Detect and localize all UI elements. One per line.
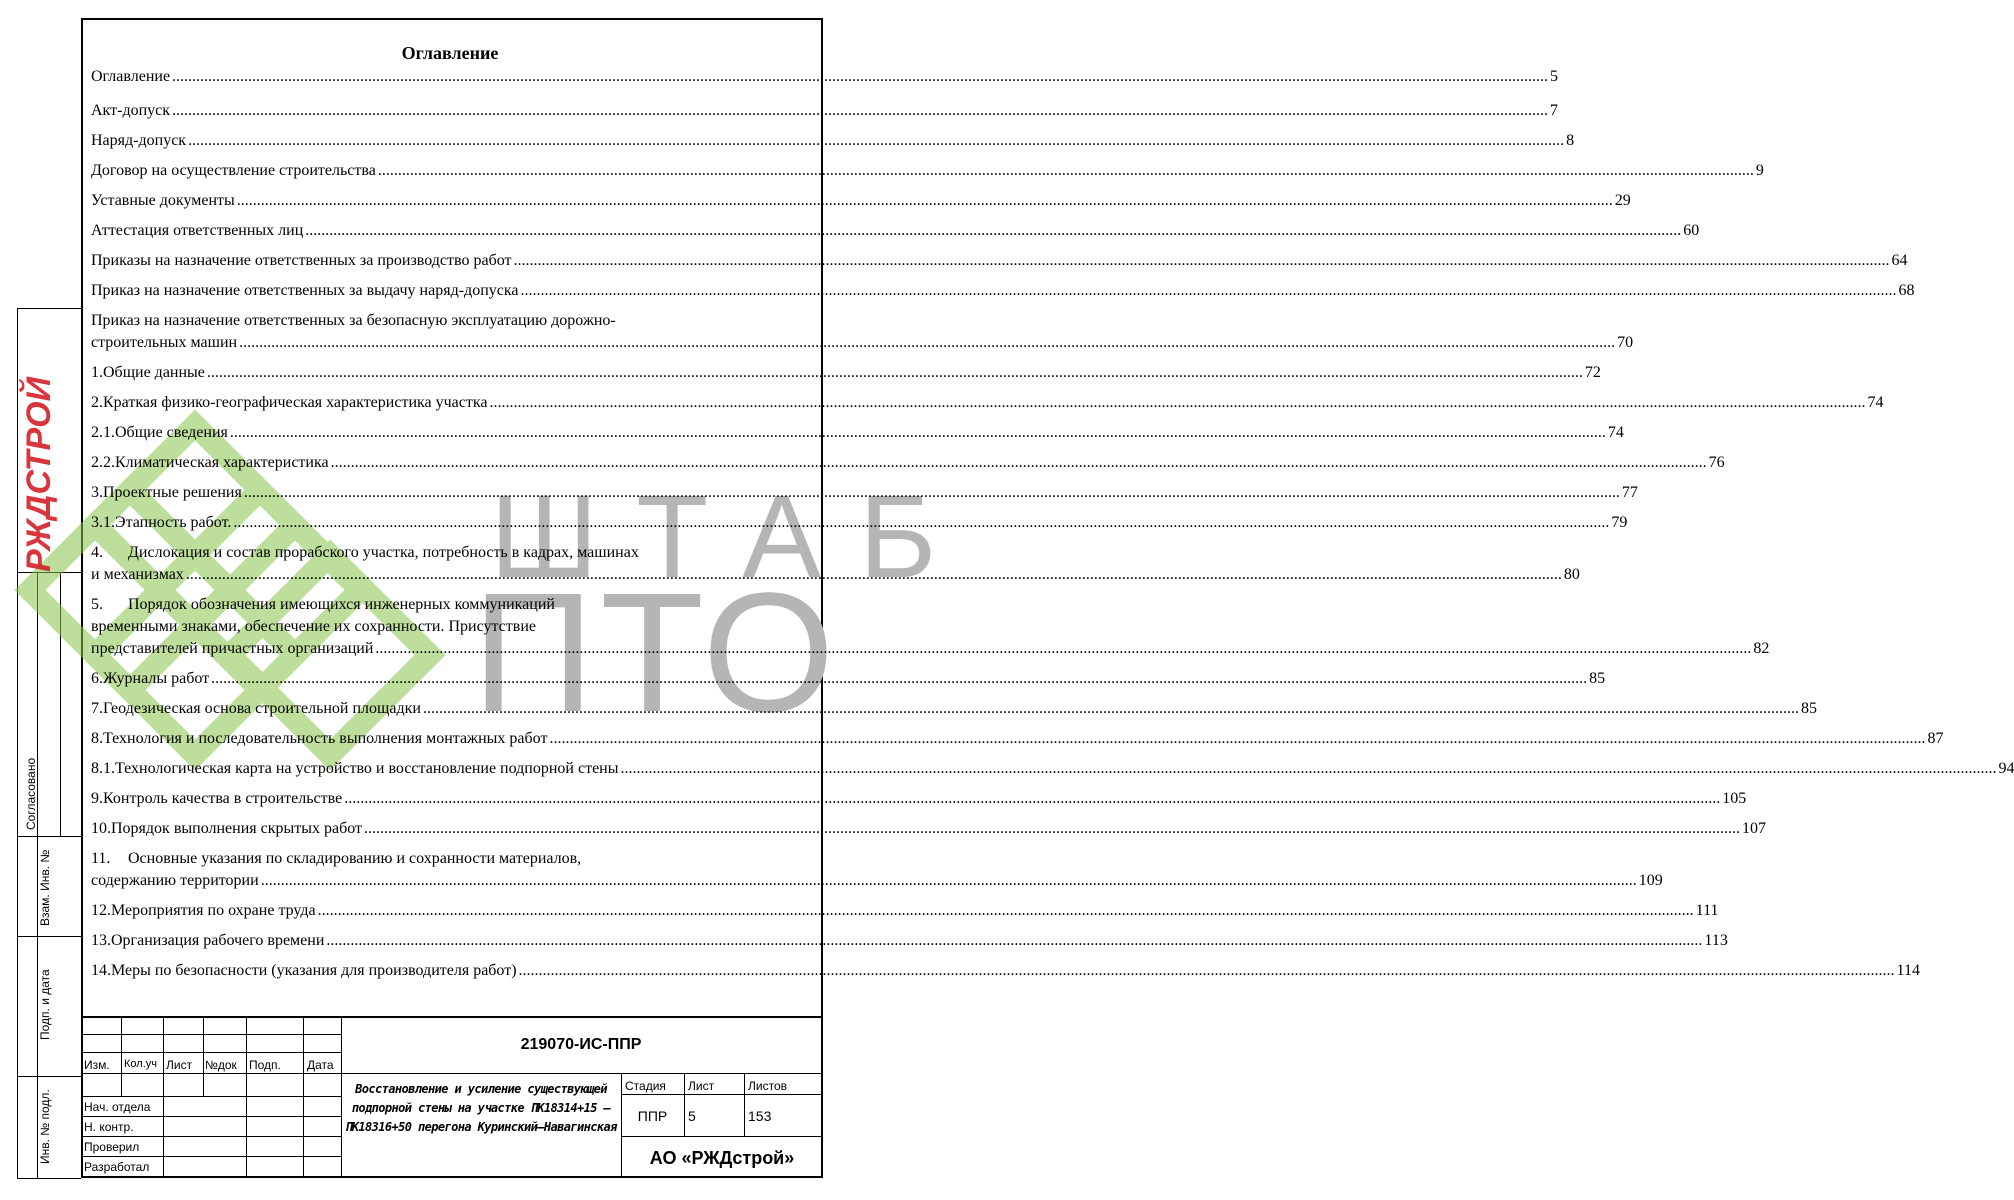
- toc-dot-leader: [423, 698, 1799, 720]
- toc-dot-leader: [513, 250, 1889, 272]
- toc-entry: [91, 814, 1767, 844]
- stamp-doc-code: 219070-ИС-ППР: [520, 1036, 642, 1053]
- toc-entry-title: Основные указания по складированию и сохранности материалов,: [128, 850, 582, 867]
- toc-entry-number: 12.: [91, 902, 111, 919]
- toc-entry-title: Геодезическая основа строительной площадки: [103, 700, 421, 717]
- stamp-hline-4: [81, 1096, 341, 1097]
- stamp-hline-6: [81, 1136, 341, 1137]
- toc-entry-page: 85: [1800, 700, 1817, 717]
- stamp-vline-1: [121, 1016, 122, 1096]
- toc-entry-title: Климатическая характеристика: [115, 454, 329, 471]
- stamp-hline-9: [621, 1136, 823, 1137]
- stamp-hline-3: [81, 1073, 823, 1074]
- toc-entry: [91, 418, 1624, 448]
- toc-dot-leader: [331, 452, 1707, 474]
- toc-entry-title-cont: временными знаками, обеспечение их сохранности. Присутствие: [91, 618, 536, 635]
- toc-entry-number: 13.: [91, 932, 111, 949]
- stamp-col-list: Лист: [166, 1058, 193, 1072]
- stamp-hline-2: [81, 1052, 341, 1053]
- stamp-company: АО «РЖДстрой»: [649, 1148, 795, 1168]
- toc-entry-page: 76: [1708, 454, 1725, 471]
- watermark-text-pto: ПТО: [472, 558, 841, 748]
- toc-entry-title: Аттестация ответственных лиц: [91, 222, 304, 239]
- sidebar-bottom-line: [17, 1178, 81, 1179]
- toc-entry-title: Приказы на назначение ответственных за производство работ: [91, 252, 512, 269]
- toc-entry-number: 2.1.: [91, 424, 115, 441]
- toc-entry-title-cont: представителей причастных организаций: [91, 640, 374, 657]
- toc-entry-page: 29: [1614, 192, 1631, 209]
- toc-dot-leader: [620, 758, 1996, 780]
- toc-entry-title: Технологическая карта на устройство и восстановление подпорной стены: [115, 760, 619, 777]
- toc-entry-title: Приказ на назначение ответственных за безопасную эксплуатацию дорожно-: [91, 312, 616, 329]
- stamp-vline-8: [684, 1073, 685, 1136]
- toc-entry-title: Приказ на назначение ответственных за выдачу наряд-допуска: [91, 282, 519, 299]
- stamp-vline-5: [303, 1016, 304, 1178]
- toc-dot-leader: [519, 960, 1895, 982]
- toc-entry-page: 79: [1611, 514, 1628, 531]
- toc-entry-title: Проектные решения: [103, 484, 242, 501]
- stamp-col-kol: Кол.уч: [124, 1058, 157, 1070]
- toc-entry-title: Порядок обозначения имеющихся инженерных коммуникаций: [128, 596, 555, 613]
- sidebar-line-c: [17, 936, 81, 937]
- toc-list: [91, 66, 2014, 986]
- stamp-role-checked: Проверил: [84, 1140, 140, 1154]
- toc-dot-leader: [364, 818, 1740, 840]
- toc-entry: [91, 508, 1628, 538]
- toc-entry-page: 113: [1704, 932, 1728, 949]
- toc-dot-leader: [237, 190, 1613, 212]
- toc-dot-leader: [520, 280, 1896, 302]
- toc-entry: [91, 276, 1915, 306]
- toc-entry-number: 7.: [91, 700, 103, 717]
- toc-entry-title: Договор на осуществление строительства: [91, 162, 376, 179]
- toc-entry-page: 109: [1638, 872, 1663, 889]
- toc-entry-number: 4.: [91, 544, 103, 561]
- toc-entry-number: 5.: [91, 596, 103, 613]
- toc-entry-title: Дислокация и состав прорабского участка, потребность в кадрах, машинах: [128, 544, 639, 561]
- toc-dot-leader: [261, 870, 1637, 892]
- toc-dot-leader: [233, 512, 1609, 534]
- toc-entry-title-cont: и механизмах: [91, 566, 184, 583]
- toc-entry: [91, 306, 1634, 358]
- toc-entry: [91, 896, 1719, 926]
- toc-entry: [91, 694, 1817, 724]
- toc-entry: [91, 784, 1747, 814]
- toc-entry: [91, 358, 1601, 388]
- toc-dot-leader: [326, 930, 1702, 952]
- toc-entry: [91, 66, 1559, 96]
- toc-entry: [91, 478, 1638, 508]
- toc-entry-page: 64: [1891, 252, 1908, 269]
- toc-entry-page: 70: [1617, 334, 1634, 351]
- toc-entry-title: Порядок выполнения скрытых работ: [111, 820, 363, 837]
- toc-entry-title: Оглавление: [91, 68, 171, 85]
- stamp-top-border: [81, 1016, 823, 1018]
- toc-dot-leader: [305, 220, 1681, 242]
- toc-dot-leader: [318, 900, 1694, 922]
- watermark-logo: РЖДСТРОЙ: [20, 376, 58, 572]
- toc-dot-leader: [378, 160, 1754, 182]
- toc-entry-title-cont: содержанию территории: [91, 872, 259, 889]
- sidebar-agreed-label: Согласовано: [24, 757, 38, 830]
- toc-entry-page: 9: [1755, 162, 1764, 179]
- sidebar-top-line: [17, 308, 81, 309]
- sidebar-sign-date-label: Подп. и дата: [38, 969, 52, 1040]
- toc-entry-page: 72: [1584, 364, 1601, 381]
- toc-entry-title: Технология и последовательность выполнения монтажных работ: [103, 730, 548, 747]
- stamp-sheets-label: Листов: [748, 1079, 787, 1093]
- toc-entry: [91, 538, 1580, 590]
- toc-entry: [91, 246, 1908, 276]
- watermark-text-shtab: ШТАБ: [490, 471, 975, 603]
- stamp-vline-4: [246, 1016, 247, 1178]
- toc-entry-page: 94: [1998, 760, 2014, 777]
- toc-dot-leader: [186, 564, 1562, 586]
- stamp-col-izm: Изм.: [84, 1058, 110, 1072]
- stamp-sheet-label: Лист: [688, 1079, 715, 1093]
- toc-entry-page: 107: [1742, 820, 1767, 837]
- toc-dot-leader: [172, 100, 1548, 122]
- toc-entry-title: Этапность работ.: [115, 514, 232, 531]
- stamp-hline-7: [81, 1156, 341, 1157]
- toc-entry-title: Контроль качества в строительстве: [103, 790, 343, 807]
- toc-dot-leader: [188, 130, 1564, 152]
- toc-entry: [91, 156, 1764, 186]
- stamp-sheet-value: 5: [688, 1108, 696, 1124]
- toc-entry-number: 1.: [91, 364, 103, 381]
- toc-entry-page: 105: [1722, 790, 1747, 807]
- toc-entry-title: Акт-допуск: [91, 102, 171, 119]
- toc-dot-leader: [211, 668, 1587, 690]
- stamp-hline-8: [621, 1094, 823, 1095]
- toc-entry-number: 2.: [91, 394, 103, 411]
- toc-entry-page: 114: [1896, 962, 1920, 979]
- stamp-col-ndok: №док: [205, 1058, 237, 1072]
- toc-entry: [91, 754, 2014, 784]
- toc-dot-leader: [239, 332, 1615, 354]
- toc-entry-title-cont: строительных машин: [91, 334, 238, 351]
- toc-entry-title: Мероприятия по охране труда: [111, 902, 316, 919]
- sidebar-line-d: [17, 1076, 81, 1077]
- stamp-hline-1: [81, 1034, 341, 1035]
- toc-entry: [91, 926, 1728, 956]
- toc-entry-title: Уставные документы: [91, 192, 235, 209]
- toc-entry: [91, 664, 1606, 694]
- toc-dot-leader: [207, 362, 1583, 384]
- toc-entry-number: 2.2.: [91, 454, 115, 471]
- toc-entry-title: Общие данные: [103, 364, 205, 381]
- toc-entry-number: 3.: [91, 484, 103, 501]
- stamp-vline-2: [163, 1016, 164, 1178]
- toc-entry-page: 8: [1566, 132, 1575, 149]
- toc-dot-leader: [375, 638, 1751, 660]
- stamp-vline-9: [744, 1073, 745, 1136]
- toc-entry-title: Краткая физико-географическая характеристика участка: [103, 394, 488, 411]
- toc-entry-title: Меры по безопасности (указания для производителя работ): [111, 962, 517, 979]
- toc-entry-page: 7: [1550, 102, 1559, 119]
- toc-entry-page: 82: [1753, 640, 1770, 657]
- stamp-description: Восстановление и усиление существующей подпорной стены на участке ПК18314+15 – ПК18316+50 перегона Куринский–Навагинская: [345, 1082, 617, 1134]
- toc-entry-number: 8.: [91, 730, 103, 747]
- sidebar-inv-swap-label: Взам. Инв. №: [38, 849, 52, 926]
- toc-entry-page: 74: [1607, 424, 1624, 441]
- toc-entry-number: 3.1.: [91, 514, 115, 531]
- stamp-hline-5: [81, 1116, 341, 1117]
- sidebar-line-b: [17, 836, 81, 837]
- stamp-stage-label: Стадия: [625, 1079, 666, 1093]
- toc-entry-title: Журналы работ: [103, 670, 210, 687]
- stamp-role-head: Нач. отдела: [84, 1100, 151, 1114]
- table-of-contents: [91, 40, 2014, 986]
- toc-entry: [91, 956, 1920, 986]
- toc-entry-page: 5: [1550, 68, 1559, 85]
- toc-entry-title: Наряд-допуск: [91, 132, 187, 149]
- toc-entry-number: 9.: [91, 790, 103, 807]
- toc-dot-leader: [549, 728, 1925, 750]
- toc-entry-title: Общие сведения: [115, 424, 228, 441]
- stamp-col-podp: Подп.: [249, 1058, 281, 1072]
- toc-entry-number: 10.: [91, 820, 111, 837]
- toc-entry: [91, 126, 1575, 156]
- toc-entry: [91, 844, 1663, 896]
- stamp-stage-value: ППР: [637, 1108, 668, 1124]
- toc-dot-leader: [490, 392, 1866, 414]
- toc-entry: [91, 388, 1884, 418]
- toc-entry: [91, 724, 1944, 754]
- stamp-col-data: Дата: [307, 1058, 334, 1072]
- toc-entry-number: 14.: [91, 962, 111, 979]
- toc-entry-number: 8.1.: [91, 760, 115, 777]
- toc-entry: [91, 448, 1725, 478]
- stamp-role-norm: Н. контр.: [84, 1120, 134, 1134]
- toc-dot-leader: [172, 66, 1548, 88]
- toc-entry: [91, 186, 1631, 216]
- toc-entry-title: Организация рабочего времени: [111, 932, 325, 949]
- toc-entry-page: 77: [1621, 484, 1638, 501]
- toc-dot-leader: [344, 788, 1720, 810]
- toc-entry-page: 60: [1683, 222, 1700, 239]
- toc-dot-leader: [244, 482, 1620, 504]
- toc-entry-page: 74: [1867, 394, 1884, 411]
- toc-entry-page: 80: [1563, 566, 1580, 583]
- toc-entry: [91, 590, 1770, 664]
- toc-dot-leader: [230, 422, 1606, 444]
- sidebar-inv-orig-label: Инв. № подл.: [38, 1089, 52, 1164]
- stamp-sheets-value: 153: [748, 1108, 772, 1124]
- toc-entry-page: 111: [1695, 902, 1719, 919]
- stamp-vline-3: [203, 1016, 204, 1096]
- stamp-role-author: Разработал: [84, 1160, 150, 1174]
- toc-entry: [91, 96, 1559, 126]
- toc-title: Оглавление: [401, 43, 499, 63]
- toc-entry-page: 68: [1898, 282, 1915, 299]
- title-block: [81, 1016, 823, 1178]
- toc-entry: [91, 216, 1700, 246]
- toc-entry-page: 87: [1927, 730, 1944, 747]
- toc-entry-page: 85: [1589, 670, 1606, 687]
- toc-entry-number: 6.: [91, 670, 103, 687]
- toc-entry-number: 11.: [91, 850, 111, 867]
